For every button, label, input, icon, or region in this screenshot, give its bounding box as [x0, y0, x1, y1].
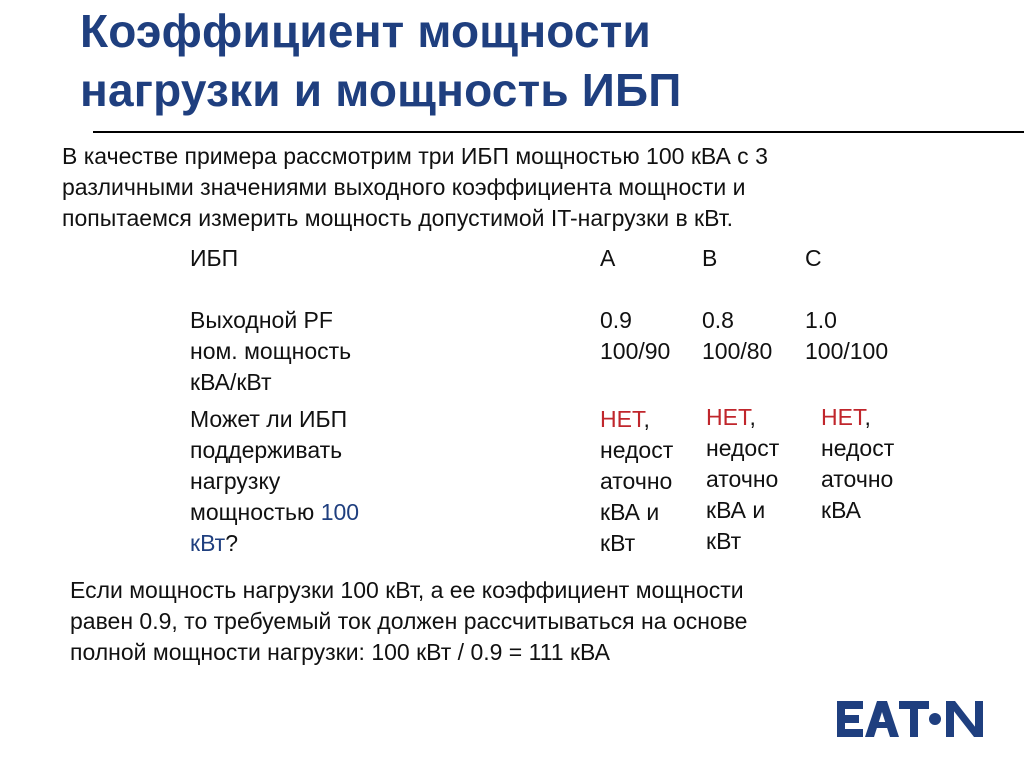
question-line-4: [190, 497, 359, 528]
slide-title-line-2: нагрузки и мощность ИБП: [80, 64, 682, 116]
answer-c-line-3: аточно: [821, 466, 894, 492]
pf-value-a: 0.9: [600, 307, 632, 333]
answer-a-line-4: кВА и: [600, 499, 660, 525]
conclusion-line-3: полной мощности нагрузки: 100 кВт / 0.9 = 111 кВА: [70, 639, 610, 665]
question-line-1: Может ли ИБП: [190, 406, 348, 432]
pf-label: Выходной PF: [190, 307, 333, 333]
table-header-label: ИБП: [190, 245, 239, 271]
slide-title-line-1: Коэффициент мощности: [80, 5, 651, 57]
table-header-a: A: [600, 245, 616, 271]
answer-a-line-1: [600, 404, 650, 435]
table-header-b: B: [702, 245, 718, 271]
rating-value-c: 100/100: [805, 338, 889, 364]
table-header-c: C: [805, 245, 822, 271]
answer-b-line-5: кВт: [706, 528, 742, 554]
slide-title: [80, 2, 960, 120]
answer-a-comma: ,: [643, 406, 650, 432]
question-line-5: [190, 528, 238, 559]
question-line-4-text: мощностью: [190, 499, 321, 525]
rating-value-b: 100/80: [702, 338, 773, 364]
conclusion-line-1: Если мощность нагрузки 100 кВт, а ее коэффициент мощности: [70, 577, 744, 603]
answer-c-line-2: недост: [821, 435, 895, 461]
question-line-3: нагрузку: [190, 468, 281, 494]
question-load-value: 100: [320, 499, 360, 525]
answer-a-line-2: недост: [600, 437, 674, 463]
answer-a-no: НЕТ: [600, 406, 644, 432]
pf-value-b: 0.8: [702, 307, 734, 333]
question-load-unit: кВт: [190, 530, 226, 556]
question-line-2: поддерживать: [190, 437, 343, 463]
answer-c-line-4: кВА: [821, 497, 861, 523]
title-divider: [93, 131, 1024, 133]
answer-a-line-5: кВт: [600, 530, 636, 556]
answer-b-line-2: недост: [706, 435, 780, 461]
conclusion-line-2: равен 0.9, то требуемый ток должен рассчитываться на основе: [70, 608, 748, 634]
answer-c-no: НЕТ: [821, 404, 865, 430]
answer-c-comma: ,: [864, 404, 871, 430]
answer-a-line-3: аточно: [600, 468, 673, 494]
intro-line-1: В качестве примера рассмотрим три ИБП мощностью 100 кВА с 3: [62, 143, 768, 169]
rating-value-a: 100/90: [600, 338, 671, 364]
answer-b-line-1: [706, 402, 756, 433]
question-mark: ?: [225, 530, 238, 556]
rating-label-line-2: кВА/кВт: [190, 369, 272, 395]
answer-b-no: НЕТ: [706, 404, 750, 430]
answer-c-line-1: [821, 402, 871, 433]
intro-line-3: попытаемся измерить мощность допустимой IT-нагрузки в кВт.: [62, 205, 734, 231]
eaton-logo: [835, 698, 987, 740]
answer-b-comma: ,: [749, 404, 756, 430]
pf-value-c: 1.0: [805, 307, 837, 333]
answer-b-line-3: аточно: [706, 466, 779, 492]
conclusion-paragraph: [70, 575, 970, 668]
answer-b-line-4: кВА и: [706, 497, 766, 523]
intro-line-2: различными значениями выходного коэффициента мощности и: [62, 174, 746, 200]
rating-label-line-1: ном. мощность: [190, 338, 352, 364]
intro-paragraph: [62, 141, 1002, 234]
